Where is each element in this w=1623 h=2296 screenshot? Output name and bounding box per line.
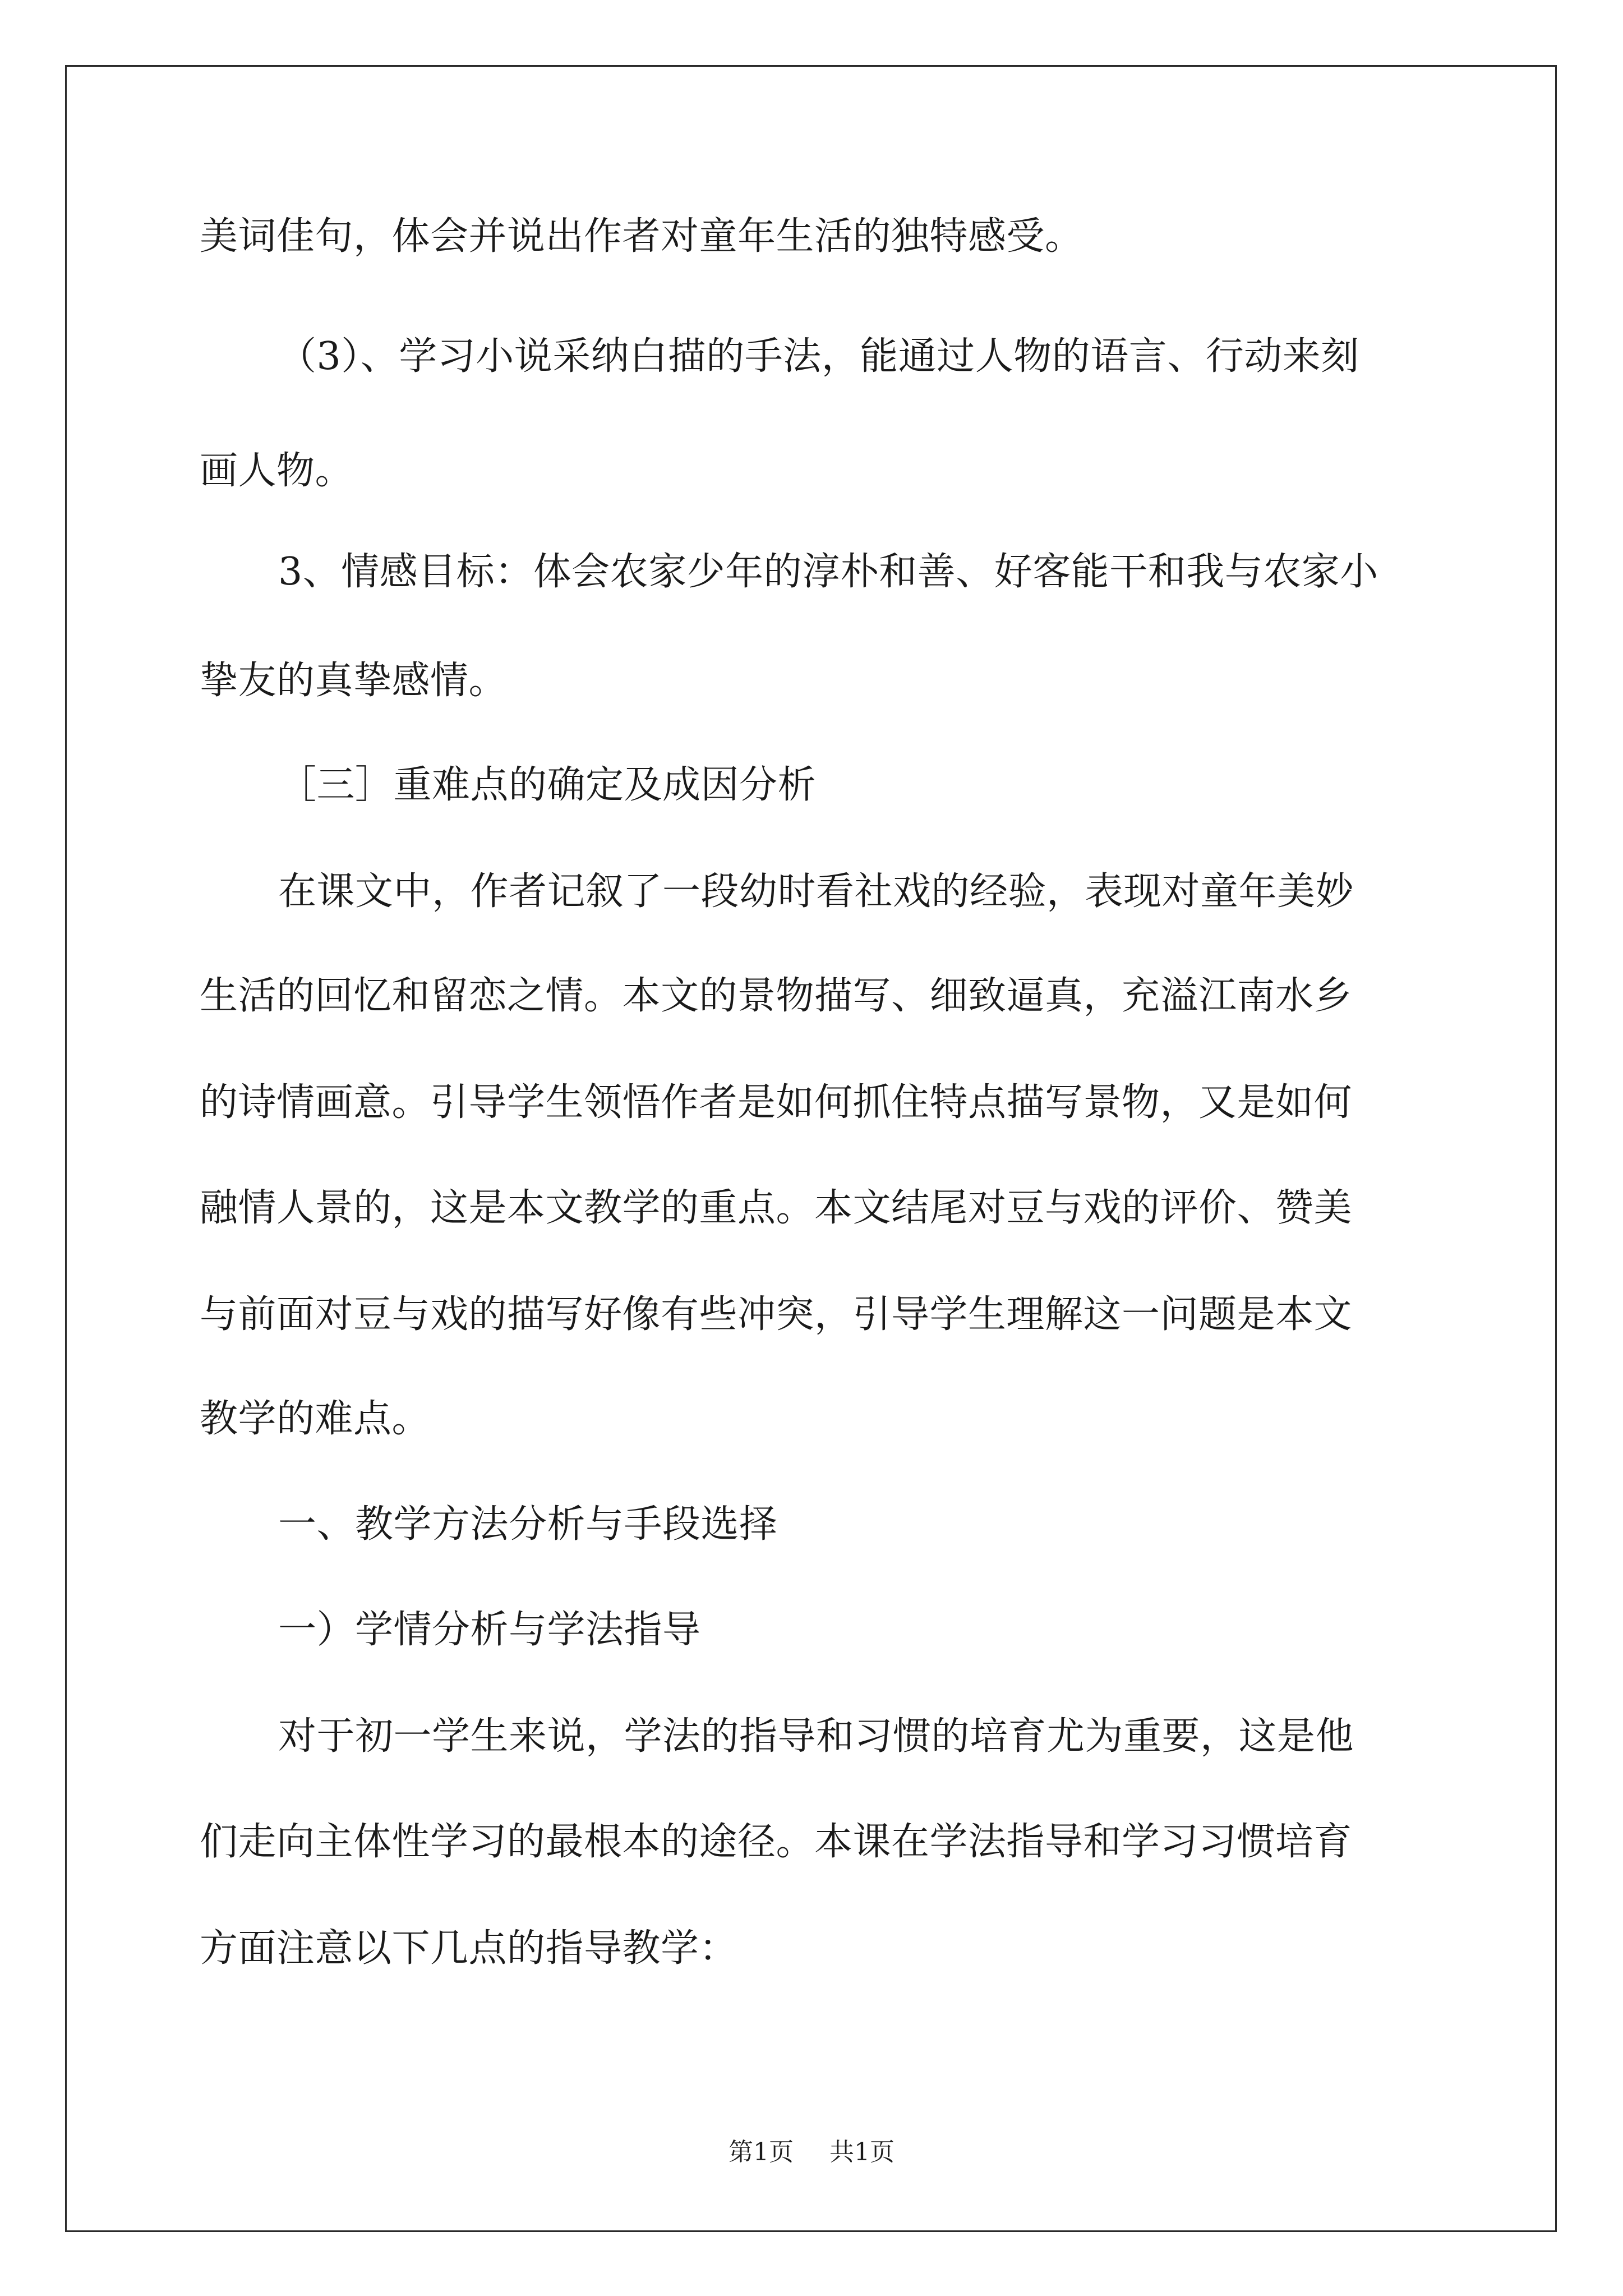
text-line: 的诗情画意。引导学生领悟作者是如何抓住特点描写景物，又是如何 [200,1080,1353,1125]
section-heading: 一、教学方法分析与手段选择 [278,1502,778,1547]
text-line: 与前面对豆与戏的描写好像有些冲突，引导学生理解这一问题是本文 [200,1292,1353,1337]
text-line: （3）、学习小说采纳白描的手法，能通过人物的语言、行动来刻 [278,334,1359,379]
text-line: 3、情感目标：体会农家少年的淳朴和善、好客能干和我与农家小 [278,550,1378,594]
text-line: 融情人景的，这是本文教学的重点。本文结尾对豆与戏的评价、赞美 [200,1186,1353,1230]
text-line: 们走向主体性学习的最根本的途径。本课在学法指导和学习习惯培育 [200,1820,1353,1864]
text-line: 教学的难点。 [200,1397,431,1441]
page-footer [0,2140,1623,2165]
section-heading: ［三］重难点的确定及成因分析 [278,763,817,807]
page-number: 第1页 [728,2138,794,2166]
text-line: 在课文中，作者记叙了一段幼时看社戏的经验，表现对童年美妙 [278,869,1354,914]
text-line: 方面注意以下几点的指导教学： [200,1926,738,1971]
text-line: 挚友的真挚感情。 [200,659,508,703]
subsection-heading: 一）学情分析与学法指导 [278,1608,701,1652]
text-line: 美词佳句，体会并说出作者对童年生活的独特感受。 [200,214,1083,259]
text-line: 对于初一学生来说，学法的指导和习惯的培育尤为重要，这是他 [278,1714,1354,1759]
page-border [65,65,1557,2232]
text-line: 生活的回忆和留恋之情。本文的景物描写、细致逼真，充溢江南水乡 [200,974,1353,1018]
text-line: 画人物。 [200,449,354,493]
page-total: 共1页 [829,2138,895,2166]
